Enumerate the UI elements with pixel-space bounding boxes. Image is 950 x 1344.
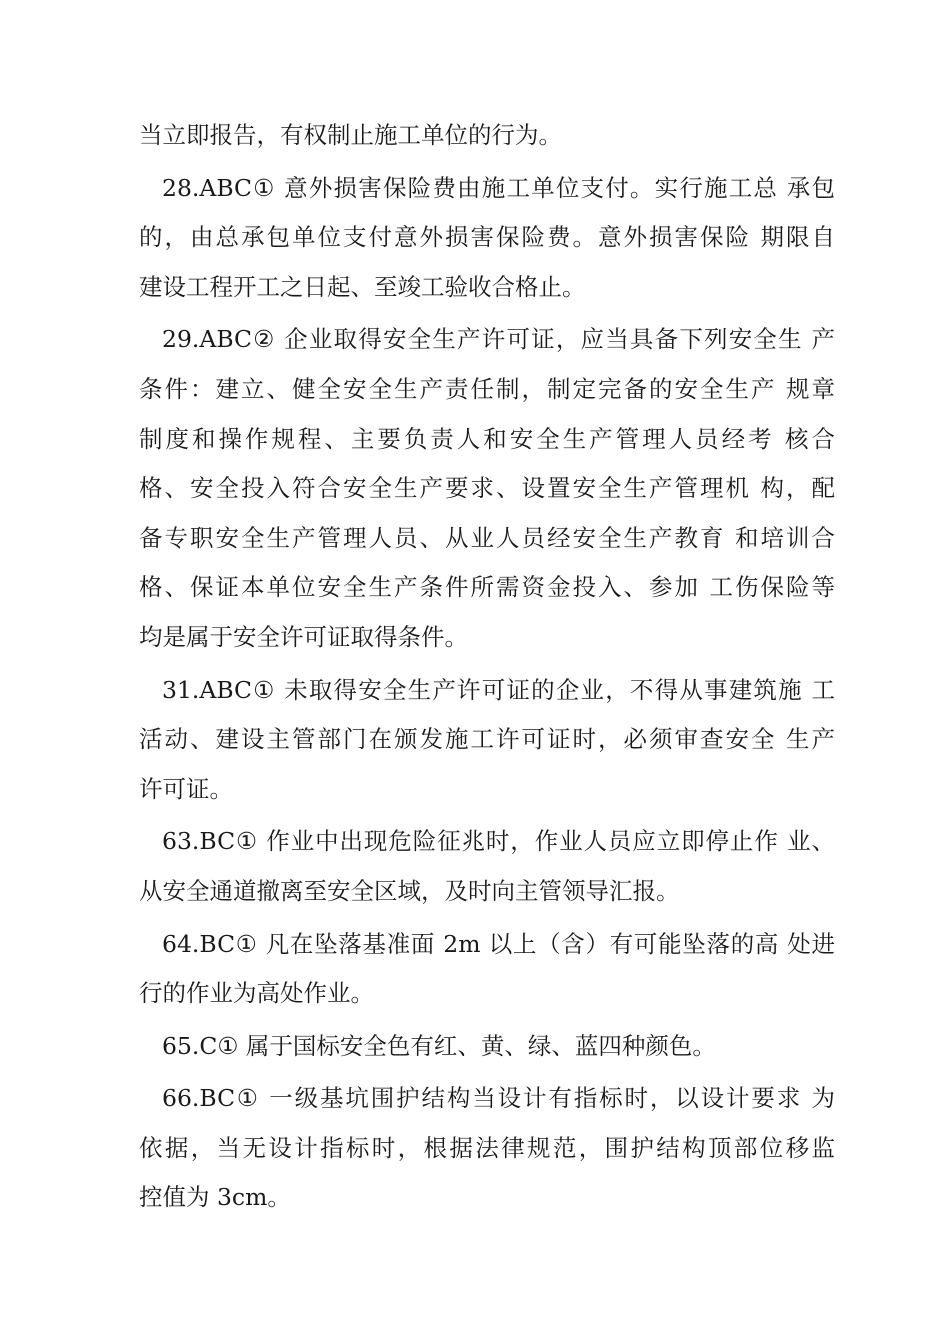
- text-line: 行的作业为高处作业。: [139, 979, 374, 1008]
- text-line: 65.C① 属于国标安全色有红、黄、绿、蓝四种颜色。: [162, 1031, 716, 1060]
- paragraph-item-28: [139, 164, 835, 313]
- text-line: 64.BC① 凡在坠落基准面 2m 以上（含）有可能坠落的高 处进: [162, 929, 835, 958]
- text-line: 当立即报告，有权制止施工单位的行为。: [139, 121, 562, 149]
- paragraph-item-66: [139, 1074, 835, 1223]
- text-line: 备专职安全生产管理人员、从业人员经安全生产教育 和培训合: [139, 523, 835, 552]
- paragraph-item-65: [139, 1022, 835, 1072]
- text-line: 均是属于安全许可证取得条件。: [139, 622, 468, 651]
- text-line: 63.BC① 作业中出现危险征兆时，作业人员应立即停止作 业、: [162, 827, 835, 856]
- paragraph-item-63: [139, 817, 835, 916]
- paragraph-continuation: [139, 111, 835, 161]
- text-line: 31.ABC① 未取得安全生产许可证的企业，不得从事建筑施 工: [162, 675, 835, 704]
- text-line: 依据，当无设计指标时，根据法律规范，围护结构顶部位移监: [139, 1133, 835, 1162]
- text-line: 从安全通道撤离至安全区域，及时向主管领导汇报。: [139, 876, 680, 905]
- text-line: 活动、建设主管部门在颁发施工许可证时，必须审查安全 生产: [139, 725, 835, 754]
- text-line: 制度和操作规程、主要负责人和安全生产管理人员经考 核合: [139, 424, 835, 453]
- text-line: 的，由总承包单位支付意外损害保险费。意外损害保险 期限自: [139, 223, 835, 252]
- text-line: 条件：建立、健全安全生产责任制，制定完备的安全生产 规章: [139, 374, 835, 403]
- text-line: 29.ABC② 企业取得安全生产许可证，应当具备下列安全生 产: [162, 325, 835, 354]
- paragraph-item-31: [139, 666, 835, 815]
- document-body: [139, 111, 835, 1223]
- text-line: 66.BC① 一级基坑围护结构当设计有指标时，以设计要求 为: [162, 1084, 835, 1113]
- text-line: 格、保证本单位安全生产条件所需资金投入、参加 工伤保险等: [139, 573, 835, 602]
- text-line: 建设工程开工之日起、至竣工验收合格止。: [139, 272, 586, 301]
- paragraph-item-64: [139, 920, 835, 1019]
- paragraph-item-29: [139, 315, 835, 662]
- text-line: 格、安全投入符合安全生产要求、设置安全生产管理机 构，配: [139, 474, 835, 503]
- text-line: 控值为 3cm。: [139, 1183, 291, 1212]
- text-line: 许可证。: [139, 774, 233, 803]
- text-line: 28.ABC① 意外损害保险费由施工单位支付。实行施工总 承包: [162, 173, 835, 202]
